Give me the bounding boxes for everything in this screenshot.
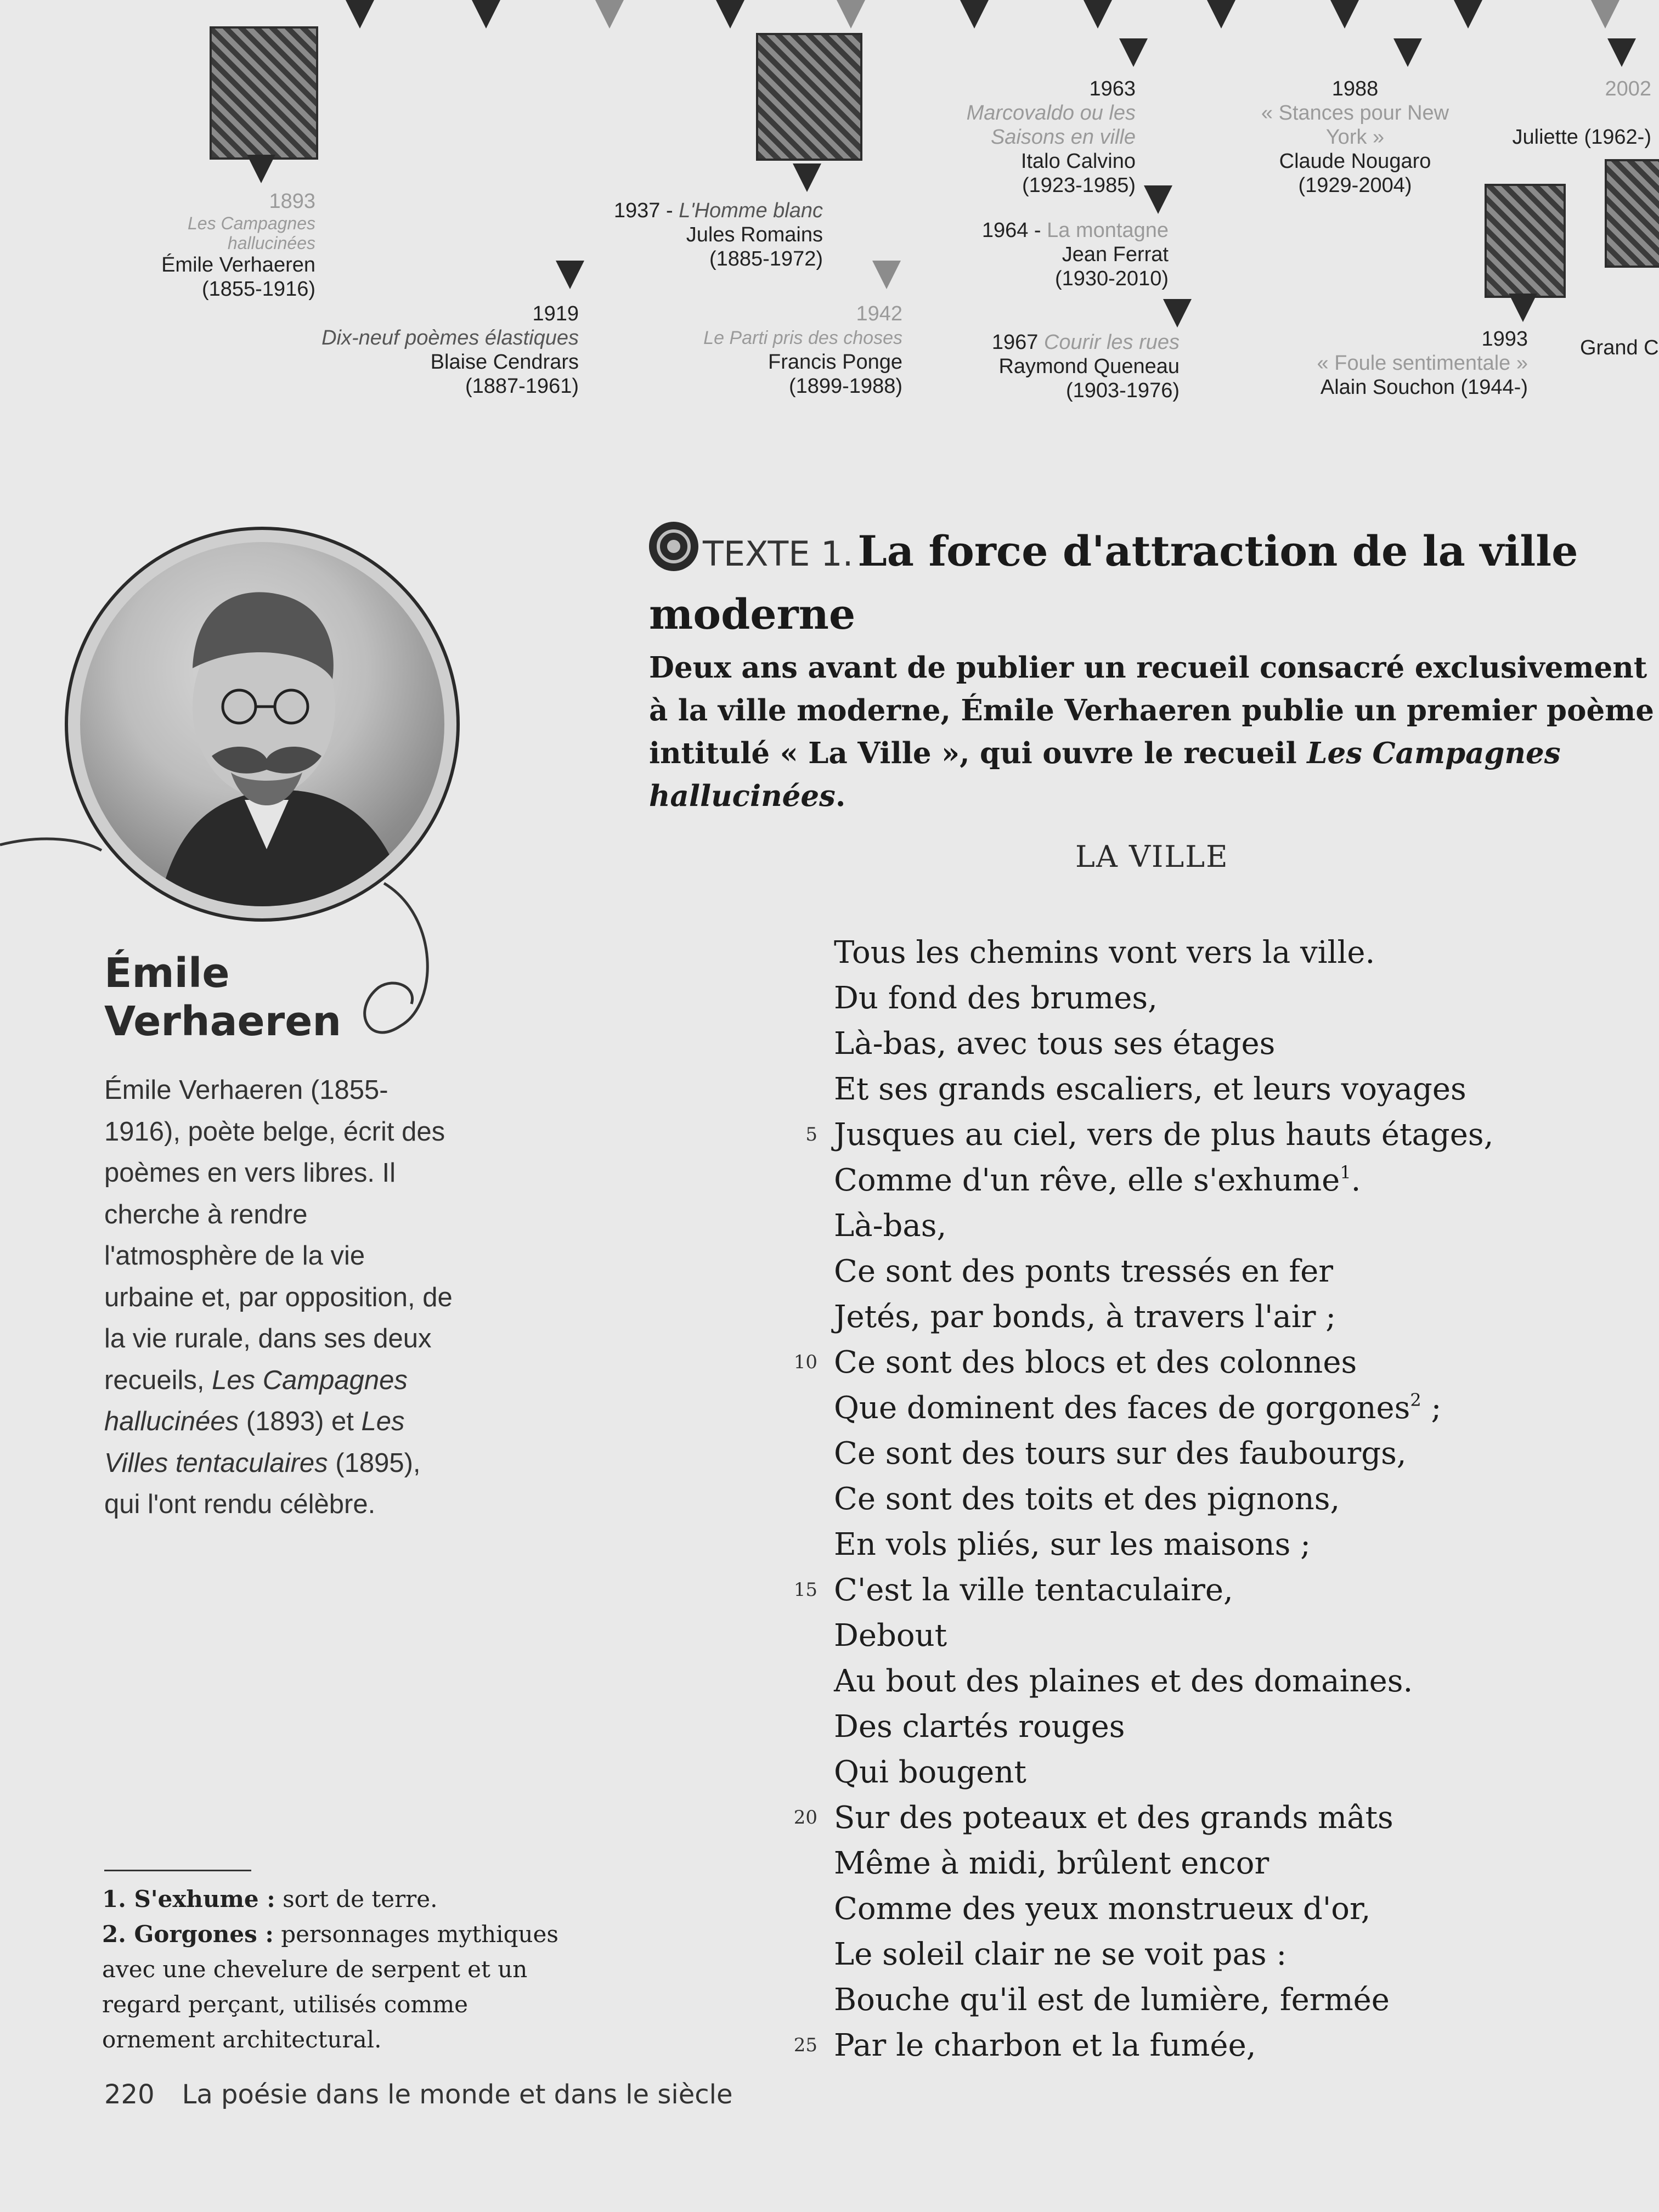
- timeline-entry-1937: 1937 - L'Homme blanc Jules Romains (1885-1972): [549, 199, 823, 271]
- poem-line: [790, 2023, 1657, 2068]
- poem-line-text: Des clartés rouges: [834, 1709, 1125, 1745]
- author-name: [104, 949, 379, 1046]
- timeline-year: 1937: [613, 199, 661, 222]
- timeline-entry-1988: [1251, 77, 1459, 198]
- poem-line: [790, 1021, 1657, 1066]
- timeline-marker: [1207, 0, 1235, 29]
- timeline-pointer: [1607, 38, 1636, 67]
- timeline-year: 1967: [991, 331, 1039, 354]
- timeline-pointer: [793, 163, 821, 192]
- line-number: 15: [793, 1579, 817, 1601]
- timeline-dates: (1885-1972): [709, 247, 823, 270]
- poem-line: [790, 1567, 1657, 1613]
- author-biography: [104, 1070, 461, 1526]
- poem-line: [790, 1886, 1657, 1932]
- poem-line-content: Que dominent des faces de gorgones: [834, 1390, 1410, 1426]
- poem: [790, 930, 1657, 2068]
- timeline-year: 1988: [1331, 77, 1379, 100]
- poem-line-text: Jusques au ciel, vers de plus hauts étages,: [834, 1117, 1494, 1153]
- footnote-ref[interactable]: 2: [1410, 1390, 1421, 1410]
- poem-line: [790, 1795, 1657, 1841]
- timeline-year: 1993: [1481, 328, 1528, 351]
- audio-disc-icon[interactable]: [649, 522, 698, 571]
- text-title: La force d'attraction de la ville moderne: [649, 527, 1578, 639]
- timeline-work: Les Campagnes hallucinées: [187, 213, 315, 253]
- poem-line: [790, 1841, 1657, 1886]
- timeline-dates: (1855-1916): [201, 278, 315, 301]
- timeline-entry-1963: [911, 77, 1136, 198]
- footnote-definition: personnages mythiques avec une chevelure de serpent et un regard perçant, utilisés comme ornement architectural.: [102, 1921, 558, 2053]
- section-title: La poésie dans le monde et dans le siècle: [182, 2079, 733, 2110]
- footnote-term: 2. Gorgones :: [102, 1921, 274, 1948]
- poem-line: [790, 1431, 1657, 1476]
- timeline-author: Émile Verhaeren: [161, 253, 315, 276]
- poem-line: [790, 1932, 1657, 1977]
- poem-punctuation: .: [1351, 1163, 1361, 1198]
- poem-line-text: Ce sont des blocs et des colonnes: [834, 1345, 1357, 1380]
- poem-title: LA VILLE: [1075, 839, 1229, 874]
- bio-text: Émile Verhaeren (1855-1916), poète belge, écrit des poèmes en vers libres. Il cherche à rendre l'atmosphère de la vie urbaine et, par opposition, de la vie rurale, dans ses deux recueils,: [104, 1075, 453, 1395]
- poem-line-text: Ce sont des ponts tressés en fer: [834, 1254, 1334, 1289]
- poem-line-text: Du fond des brumes,: [834, 980, 1158, 1016]
- timeline-work: Dix-neuf poèmes élastiques: [321, 326, 579, 349]
- timeline-marker: [960, 0, 989, 29]
- timeline-dates: (1929-2004): [1298, 174, 1412, 197]
- poem-line-text: Par le charbon et la fumée,: [834, 2028, 1256, 2063]
- timeline-marker: [837, 0, 865, 29]
- page-number: 220: [104, 2079, 155, 2110]
- footnote-ref[interactable]: 1: [1340, 1162, 1351, 1183]
- poem-line: [790, 1977, 1657, 2023]
- book-cover-image: [756, 33, 862, 161]
- poem-punctuation: ;: [1421, 1390, 1442, 1426]
- poem-line-text: Ce sont des toits et des pignons,: [834, 1481, 1340, 1517]
- timeline-author: Italo Calvino: [1020, 150, 1136, 173]
- poem-line-text: [834, 1385, 1441, 1431]
- timeline-dates: (1930-2010): [1054, 267, 1169, 290]
- intro-work-title: Les Campagnes hallucinées: [649, 736, 1561, 813]
- poem-line: [790, 1613, 1657, 1658]
- bio-text: (1895), qui l'ont rendu célèbre.: [104, 1448, 421, 1519]
- timeline-author: Francis Ponge: [768, 351, 902, 374]
- poem-line-text: Debout: [834, 1618, 947, 1654]
- timeline-author: Claude Nougaro: [1279, 150, 1431, 173]
- timeline-entry-1942: [620, 302, 902, 398]
- bio-text: (1893) et: [239, 1407, 362, 1436]
- timeline-author: Alain Souchon (1944-): [1320, 376, 1528, 399]
- page-footer: [104, 2079, 732, 2110]
- author-first-name: Émile: [104, 950, 230, 997]
- timeline-year: 1893: [269, 190, 315, 213]
- timeline-author: Juliette (1962-): [1512, 126, 1651, 149]
- line-number: 20: [793, 1807, 817, 1829]
- line-number: 10: [793, 1351, 817, 1373]
- timeline-work: La montagne: [1047, 219, 1169, 242]
- poem-line-text: Au bout des plaines et des domaines.: [834, 1663, 1413, 1699]
- timeline-pointer: [1144, 185, 1172, 214]
- text-label: TEXTE 1.: [703, 534, 854, 574]
- timeline-author: Raymond Queneau: [998, 355, 1180, 378]
- timeline-entry-1919: [263, 302, 579, 398]
- poem-line-text: Qui bougent: [834, 1754, 1026, 1790]
- poem-line: [790, 1158, 1657, 1203]
- poem-line-text: [834, 1158, 1361, 1203]
- timeline-dates: (1887-1961): [465, 375, 579, 398]
- timeline-pointer: [247, 155, 275, 183]
- timeline-pointer: [1393, 38, 1422, 67]
- timeline-work: Courir les rues: [1043, 331, 1180, 354]
- bio-work-title: Les Campagnes hallucinées: [104, 1365, 408, 1436]
- poem-line-text: Même à midi, brûlent encor: [834, 1846, 1269, 1881]
- timeline-marker: [595, 0, 624, 29]
- poem-line-text: Bouche qu'il est de lumière, fermée: [834, 1982, 1390, 2018]
- timeline-year: 1919: [532, 302, 579, 325]
- timeline-dates: (1903-1976): [1065, 379, 1180, 402]
- poem-line-text: Tous les chemins vont vers la ville.: [834, 935, 1375, 970]
- poem-line-text: C'est la ville tentaculaire,: [834, 1572, 1233, 1608]
- author-last-name: Verhaeren: [104, 998, 342, 1045]
- timeline-work: L'Homme blanc: [679, 199, 823, 222]
- timeline-year: 1942: [856, 302, 902, 325]
- poem-line: [790, 1249, 1657, 1294]
- book-cover-image: [1485, 184, 1566, 298]
- poem-line: [790, 1385, 1657, 1431]
- poem-line: [790, 1476, 1657, 1522]
- book-cover-image: [210, 26, 318, 160]
- timeline-entry-1967: [922, 330, 1180, 403]
- timeline-marker: [1084, 0, 1112, 29]
- poem-line-text: Le soleil clair ne se voit pas :: [834, 1937, 1287, 1972]
- timeline-marker: [346, 0, 374, 29]
- poem-line-text: Là-bas, avec tous ses étages: [834, 1026, 1276, 1062]
- text-heading: [649, 521, 1637, 645]
- timeline-pointer: [1509, 294, 1537, 322]
- line-number: 5: [805, 1124, 817, 1146]
- bio-work-title: Les Villes tentaculaires: [104, 1407, 405, 1478]
- poem-line-text: Comme des yeux monstrueux d'or,: [834, 1891, 1371, 1927]
- poem-line: [790, 1750, 1657, 1795]
- timeline-entry-1993: [1262, 327, 1528, 399]
- poem-line: [790, 1203, 1657, 1249]
- poem-line: [790, 930, 1657, 975]
- poem-line: [790, 1112, 1657, 1158]
- poem-line: [790, 1340, 1657, 1385]
- timeline-entry-cut: [1580, 336, 1659, 360]
- poem-line-text: Jetés, par bonds, à travers l'air ;: [834, 1299, 1336, 1335]
- footnote-term: 1. S'exhume :: [102, 1886, 275, 1912]
- intro-text: Deux ans avant de publier un recueil consacré exclusivement à la ville moderne, Émile Verhaeren publie un premier poème intitulé « La Ville », qui ouvre le recueil: [649, 651, 1654, 770]
- timeline-author: Grand C: [1580, 336, 1659, 359]
- timeline-marker: [1454, 0, 1482, 29]
- poem-line-text: Ce sont des tours sur des faubourgs,: [834, 1436, 1407, 1471]
- poem-line: [790, 1294, 1657, 1340]
- footnote-1: [102, 1882, 596, 1917]
- timeline-year: 1964: [981, 219, 1029, 242]
- timeline-work: Le Parti pris des choses: [703, 328, 902, 348]
- poem-line: [790, 975, 1657, 1021]
- timeline-author: Blaise Cendrars: [430, 351, 579, 374]
- timeline-pointer: [1119, 38, 1148, 67]
- poem-line-content: Comme d'un rêve, elle s'exhume: [834, 1163, 1340, 1198]
- poem-line: [790, 1704, 1657, 1750]
- timeline-marker: [472, 0, 500, 29]
- poem-line-text: Et ses grands escaliers, et leurs voyages: [834, 1071, 1466, 1107]
- footnotes: [102, 1882, 596, 2057]
- poem-line-text: Sur des poteaux et des grands mâts: [834, 1800, 1393, 1836]
- timeline-marker: [1330, 0, 1359, 29]
- timeline-author: Jean Ferrat: [1062, 243, 1169, 266]
- timeline-author: Jules Romains: [686, 223, 823, 246]
- timeline-marker: [716, 0, 744, 29]
- footnote-definition: sort de terre.: [275, 1886, 438, 1912]
- text-introduction: [649, 646, 1658, 817]
- timeline-work: « Stances pour New York »: [1261, 101, 1449, 149]
- timeline-pointer: [872, 261, 901, 289]
- timeline-entry-2002: [1481, 77, 1651, 149]
- timeline-work: « Foule sentimentale »: [1317, 352, 1528, 375]
- poem-line-text: Là-bas,: [834, 1208, 947, 1244]
- footnote-separator: [104, 1870, 251, 1871]
- footnote-2: [102, 1917, 585, 2057]
- timeline-entry-1893: [126, 189, 315, 301]
- book-cover-image: [1605, 159, 1659, 268]
- timeline-year: 2002: [1605, 77, 1651, 100]
- timeline-dates: (1899-1988): [788, 375, 902, 398]
- timeline-entry-1964: 1964 - La montagne Jean Ferrat (1930-2010): [900, 218, 1169, 291]
- poem-line: [790, 1522, 1657, 1567]
- line-number: 25: [793, 2034, 817, 2056]
- timeline-dates: (1923-1985): [1022, 174, 1136, 197]
- timeline-marker: [1591, 0, 1620, 29]
- poem-line-text: En vols pliés, sur les maisons ;: [834, 1527, 1311, 1562]
- timeline-pointer: [1163, 299, 1192, 328]
- poem-line: [790, 1658, 1657, 1704]
- intro-text: .: [835, 779, 846, 813]
- timeline-year: 1963: [1089, 77, 1136, 100]
- poem-line: [790, 1066, 1657, 1112]
- timeline-work: Marcovaldo ou les Saisons en ville: [966, 101, 1136, 149]
